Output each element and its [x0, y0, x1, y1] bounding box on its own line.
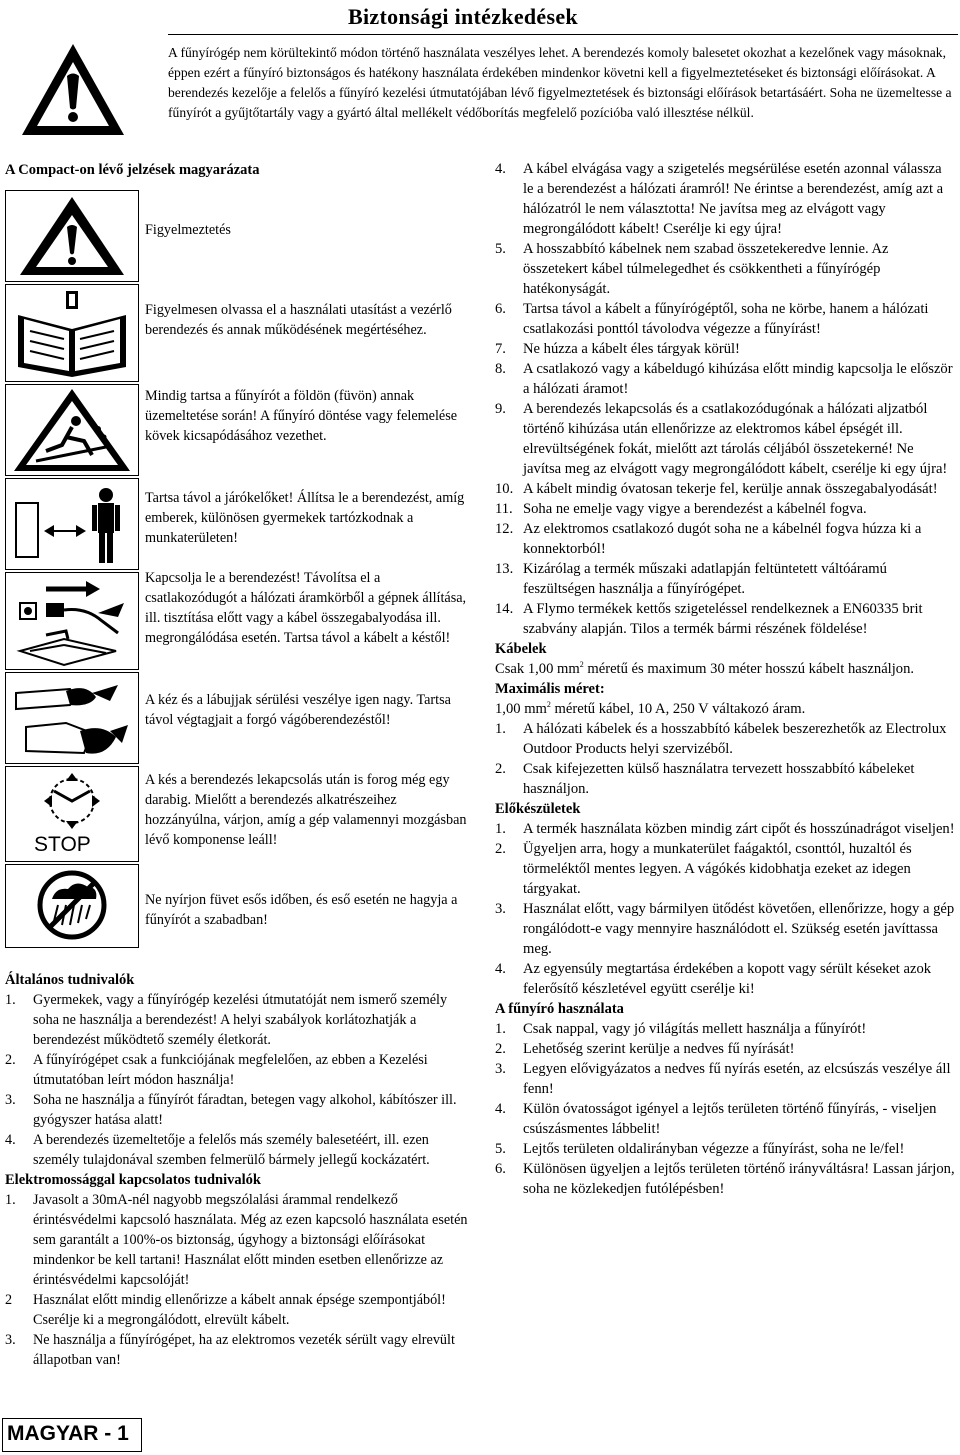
symbol-text: Mindig tartsa a fűnyírót a földön (füvön) annak üzemeltetése során! A fűnyíró döntése vagy felemelése kövek kicsapódásához vezethet.	[145, 388, 458, 444]
page-number: MAGYAR - 1	[7, 1422, 129, 1445]
stop-label: STOP	[34, 833, 91, 856]
symbol-text: Kapcsolja le a berendezést! Távolítsa el a csatlakozódugót a hálózati áramkörből a gépnek állítása, ill. tisztítása előtt vagy a kábel összegabalyodása ill. megrongálódása esetén. Tartsa távol a kábelt a késtől!	[145, 570, 467, 646]
list-item: 2. A fűnyírógépet csak a funkciójának megfelelően, az ebben a Kezelési útmutatóban leírt módon használja!	[5, 1052, 428, 1088]
warning-symbol-box	[5, 190, 139, 282]
list-item: 3. Ne használja a fűnyírógépet, ha az elektromos vezeték sérült vagy elrevült állapotban van!	[5, 1332, 455, 1368]
list-item: 3. Használat előtt, vagy bármilyen ütődést követően, ellenőrizze, hogy a gép rongálódott-e vagy mennyire használódott el. Szükség esetén javíttassa meg.	[495, 901, 955, 957]
symbol-text: A kés a berendezés lekapcsolás után is forog még egy darabig. Mielőtt a berendezés alkatrészeihez hozzányúlna, várjon, amíg a gép valamennyi mozgásban lévő komponense leáll!	[145, 772, 467, 848]
list-item: 1. Gyermekek, vagy a fűnyírógép kezelési útmutatóját nem ismerő személy soha ne használja a berendezést! A helyi szabályok korlátozhatják a berendezést működtető személy életkorát.	[5, 992, 448, 1048]
symbol-text: Ne nyírjon füvet esős időben, és eső esetén ne hagyja a fűnyírót a szabadban!	[145, 892, 458, 928]
preparation-heading: Előkészületek	[495, 801, 581, 817]
intro-paragraph: A fűnyírógép nem körültekintő módon történő használata veszélyes lehet. A berendezés komoly balesetet okozhat a kezelőnek vagy másoknak, éppen ezért a fűnyíró biztonságos és hatékony használata érdekében mindenkor követni kell a figyelmeztetéseket és biztonsági előírásokat. A berendezés kezelője a felelős a fűnyíró kezelési útmutatójában lévő figyelmeztetések és biztonsági előírások betartásáért. Soha ne üzemeltesse a fűnyírót a gyűjtőtartály vagy a gyártó által mellékelt védőborítás megfelelő pozícióba való illesztése nélkül.	[168, 45, 952, 120]
stop-symbol-box	[5, 766, 139, 862]
bystanders-symbol-box	[5, 478, 139, 570]
list-item: 4. Az egyensúly megtartása érdekében a kopott vagy sérült késeket azok felerősítő készletével együtt cserélje ki!	[495, 961, 932, 997]
usage-heading: A fűnyíró használata	[495, 1001, 624, 1017]
list-item: 1. A hálózati kábelek és a hosszabbító kábelek beszerezhetők az Electrolux Outdoor Products helyi szervizéből.	[495, 721, 947, 757]
injury-symbol-box	[5, 672, 139, 764]
intro-text	[168, 43, 958, 123]
list-item: 1. A termék használata közben mindig zárt cipőt és hosszúnadrágot viseljen!	[495, 821, 955, 837]
list-item: 7. Ne húzza a kábelt éles tárgyak körül!	[495, 341, 740, 357]
electrical-heading: Elektromossággal kapcsolatos tudnivalók	[5, 1172, 261, 1188]
list-item: 10. A kábelt mindig óvatosan tekerje fel, kerülje annak összegabalyodását!	[495, 481, 938, 497]
list-item: 4. Külön óvatosságot igényel a lejtős területen történő fűnyírás, - viseljen csúszásmentes lábbelit!	[495, 1101, 937, 1137]
list-item: 4. A kábel elvágása vagy a szigetelés megsérülése esetén azonnal válassza le a berendezést a hálózati áramról! Ne érintse a berendezést, amíg azt a hálózatról le nem választotta! Ne javítsa meg az elvágott vagy megrongálódott kábelt! Cserélje ki egy újra!	[495, 161, 944, 237]
list-item: 5. A hosszabbító kábelnek nem szabad összetekeredve lennie. Az összetekert kábel túlmelegedhet és csökkentheti a fűnyírógép hatékonyságát.	[495, 241, 889, 297]
list-item: 8. A csatlakozó vagy a kábeldugó kihúzása előtt mindig kapcsolja le először a hálózati áramot!	[495, 361, 953, 397]
general-section	[5, 970, 470, 1370]
hand-foot-injury-icon	[6, 673, 138, 763]
symbol-text: A kéz és a lábujjak sérülési veszélye igen nagy. Tartsa távol végtagjait a forgó vágóberendezéstől!	[145, 692, 451, 728]
no-rain-icon	[6, 865, 138, 947]
list-item: 11. Soha ne emelje vagy vigye a berendezést a kábelnél fogva.	[495, 501, 867, 517]
general-heading: Általános tudnivalók	[5, 972, 135, 988]
symbol-text: Figyelmeztetés	[145, 222, 231, 238]
stones-symbol-box	[5, 384, 139, 476]
list-item: 1. Csak nappal, vagy jó világítás mellett használja a fűnyírót!	[495, 1021, 867, 1037]
list-item: 4. A berendezés üzemeltetője a felelős más személy balesetéért, ill. ezen személy tulajdonával szemben felmerülő bármely jellegű kockázatért.	[5, 1132, 430, 1168]
max-size-heading: Maximális méret:	[495, 681, 605, 697]
list-item: 3. Legyen elővigyázatos a nedves fű nyírás esetén, az elcsúszás veszélye áll fenn!	[495, 1061, 951, 1097]
list-item: 9. A berendezés lekapcsolás és a csatlakozódugónak a hálózati aljzatból történő kihúzása után ellenőrizze az elektromos kábel épségét ill. elrevültségének fokát, mielőtt azt tárolás céljából összetekerné! Ne javítsa meg az elvágott vagy megrongálódott kábelt, cserélje ki egy újra!	[495, 401, 948, 477]
list-item: 6. Tartsa távol a kábelt a fűnyírógéptől, soha ne körbe, hanem a hálózati csatlakozási ponttól távolodva végezze a fűnyírást!	[495, 301, 929, 337]
page-title: Biztonsági intézkedések	[348, 4, 578, 29]
right-column	[495, 159, 955, 1199]
symbols-heading: A Compact-on lévő jelzések magyarázata	[5, 162, 260, 178]
warning-triangle-icon	[18, 40, 128, 140]
list-item: 5. Lejtős területen oldalirányban végezze a fűnyírást, soha ne le/fel!	[495, 1141, 905, 1157]
list-item: 3. Soha ne használja a fűnyírót fáradtan, betegen vagy alkohol, kábítószer ill. gyógyszer hatása alatt!	[5, 1092, 457, 1128]
list-item: 2. Ügyeljen arra, hogy a munkaterület faágaktól, csonttól, huzaltól és törmeléktől mentes legyen. A vágókés kidobhatja ezeket az idegen tárgyakat.	[495, 841, 912, 897]
max-size-text: 1,00 $mm^2$ méretű kábel, 10 A, 250 V váltakozó áram.	[495, 700, 806, 717]
warning-triangle-icon	[6, 191, 138, 281]
symbols-section	[5, 160, 475, 928]
list-item: 12. Az elektromos csatlakozó dugót soha ne a kábelnél fogva húzza ki a konnektorból!	[495, 521, 922, 557]
unplug-before-maintenance-icon	[6, 573, 138, 669]
list-item: 14. A Flymo termékek kettős szigeteléssel rendelkeznek a EN60335 brit szabvány alapján. Tilos a termék bármi részének földelése!	[495, 601, 923, 637]
symbol-text: Tartsa távol a járókelőket! Állítsa le a berendezést, amíg emberek, különösen gyermekek tartózkodnak a munkaterületen!	[145, 490, 465, 546]
manual-symbol-box	[5, 284, 139, 382]
symbol-text: Figyelmesen olvassa el a használati utasítást a vezérlő berendezés és annak működésének megértéséhez.	[145, 302, 452, 338]
list-item: 2. Csak kifejezetten külső használatra tervezett hosszabbító kábeleket használjon.	[495, 761, 915, 797]
list-item: 1. Javasolt a 30mA-nél nagyobb megszólalási árammal rendelkező érintésvédelmi kapcsoló használata. Még az ezen kapcsoló használata esetén sem garantált a 100%-os biztonság, úgyhogy a biztonsági előírásokat mindenkor be kell tartani! Használat előtt minden esetben ellenőrizze az érintésvédelmi kapcsolóját!	[5, 1192, 468, 1288]
title-rule	[168, 34, 958, 35]
cables-text: Csak 1,00 $mm^2$ méretű és maximum 30 méter hosszú kábelt használjon.	[495, 660, 915, 677]
cables-heading: Kábelek	[495, 641, 547, 657]
rain-symbol-box	[5, 864, 139, 948]
page-footer	[2, 1418, 142, 1452]
keep-bystanders-away-icon	[6, 479, 138, 569]
read-manual-icon	[6, 285, 138, 381]
flying-stones-icon	[6, 385, 138, 475]
unplug-symbol-box	[5, 572, 139, 670]
list-item: 2 Használat előtt mindig ellenőrizze a kábelt annak épsége szempontjából! Cserélje ki a megrongálódott, elrevült kábelt.	[5, 1292, 446, 1328]
list-item: 6. Különösen ügyeljen a lejtős területen történő irányváltásra! Lassan járjon, soha ne közlekedjen futólépésben!	[495, 1161, 955, 1197]
list-item: 13. Kizárólag a termék műszaki adatlapján feltüntetett váltóáramú feszültségen használja a fűnyírógépet.	[495, 561, 887, 597]
list-item: 2. Lehetőség szerint kerülje a nedves fű nyírását!	[495, 1041, 795, 1057]
